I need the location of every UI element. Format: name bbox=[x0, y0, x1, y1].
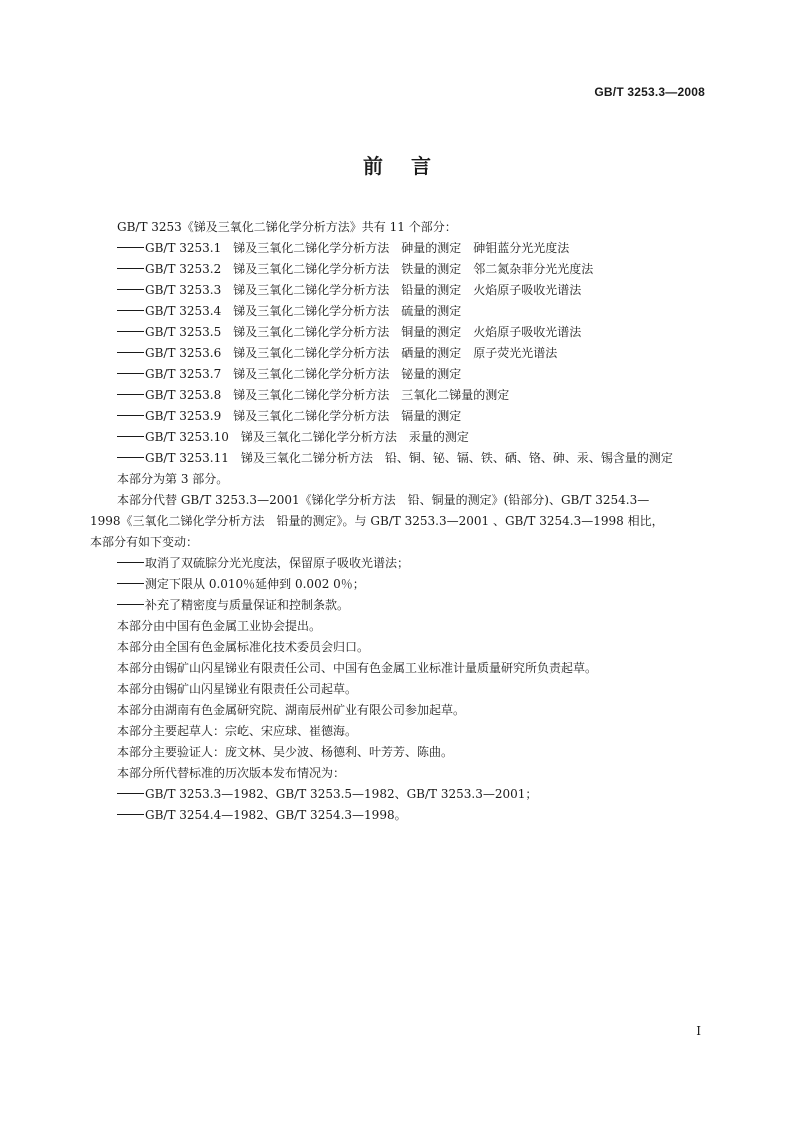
dash-bullet bbox=[117, 457, 144, 458]
drafted-by-statement: 本部分由锡矿山闪星锑业有限责任公司起草。 bbox=[117, 682, 358, 696]
proposer-statement: 本部分由中国有色金属工业协会提出。 bbox=[117, 619, 322, 633]
main-drafters-statement: 本部分主要起草人：宗屹、宋应球、崔德海。 bbox=[117, 724, 358, 738]
list-item-part-1: GB/T 3253.1 锑及三氧化二锑化学分析方法 砷量的测定 砷钼蓝分光光度法 bbox=[117, 238, 709, 259]
participating-drafters-statement: 本部分由湖南有色金属研究院、湖南辰州矿业有限公司参加起草。 bbox=[117, 703, 466, 717]
dash-bullet bbox=[117, 814, 144, 815]
dash-bullet bbox=[117, 373, 144, 374]
parts-intro: GB/T 3253《锑及三氧化二锑化学分析方法》共有 11 个部分： bbox=[117, 220, 457, 234]
history-intro: 本部分所代替标准的历次版本发布情况为： bbox=[117, 766, 346, 780]
dash-bullet bbox=[117, 331, 144, 332]
list-item-part-5: GB/T 3253.5 锑及三氧化二锑化学分析方法 铜量的测定 火焰原子吸收光谱法 bbox=[117, 322, 709, 343]
list-item-part-3: GB/T 3253.3 锑及三氧化二锑化学分析方法 铅量的测定 火焰原子吸收光谱法 bbox=[117, 280, 709, 301]
part-number-statement: 本部分为第 3 部分。 bbox=[117, 472, 229, 486]
list-item-part-2: GB/T 3253.2 锑及三氧化二锑化学分析方法 铁量的测定 邻二氮杂菲分光光度法 bbox=[117, 259, 709, 280]
page-number: I bbox=[696, 1024, 701, 1038]
dash-bullet bbox=[117, 583, 144, 584]
dash-bullet bbox=[117, 436, 144, 437]
list-item-part-8: GB/T 3253.8 锑及三氧化二锑化学分析方法 三氧化二锑量的测定 bbox=[117, 385, 709, 406]
dash-bullet bbox=[117, 415, 144, 416]
change-item-2: 测定下限从 0.010％延伸到 0.002 0％； bbox=[117, 574, 709, 595]
dash-bullet bbox=[117, 247, 144, 248]
replacement-statement-line-1: 本部分代替 GB/T 3253.3—2001《锑化学分析方法 铅、铜量的测定》(铅部分)、GB/T 3254.3— bbox=[117, 493, 650, 507]
change-item-1: 取消了双硫腙分光光度法，保留原子吸收光谱法； bbox=[117, 553, 709, 574]
dash-bullet bbox=[117, 394, 144, 395]
history-item-2: GB/T 3254.4—1982、GB/T 3254.3—1998。 bbox=[117, 805, 709, 826]
dash-bullet bbox=[117, 352, 144, 353]
responsible-drafter-statement: 本部分由锡矿山闪星锑业有限责任公司、中国有色金属工业标准计量质量研究所负责起草。 bbox=[117, 661, 598, 675]
list-item-part-6: GB/T 3253.6 锑及三氧化二锑化学分析方法 硒量的测定 原子荧光光谱法 bbox=[117, 343, 709, 364]
change-item-3: 补充了精密度与质量保证和控制条款。 bbox=[117, 595, 709, 616]
main-verifiers-statement: 本部分主要验证人：庞文林、吴少波、杨德利、叶芳芳、陈曲。 bbox=[117, 745, 454, 759]
list-item-part-10: GB/T 3253.10 锑及三氧化二锑化学分析方法 汞量的测定 bbox=[117, 427, 709, 448]
dash-bullet bbox=[117, 793, 144, 794]
standard-code: GB/T 3253.3—2008 bbox=[594, 85, 705, 99]
list-item-part-11: GB/T 3253.11 锑及三氧化二锑分析方法 铅、铜、铋、镉、铁、硒、铬、砷、汞、锡含量的测定 bbox=[117, 448, 709, 469]
dash-bullet bbox=[117, 268, 144, 269]
replacement-statement-line-2: 1998《三氧化二锑化学分析方法 铅量的测定》。与 GB/T 3253.3—2001 、GB/T 3254.3—1998 相比， bbox=[90, 514, 664, 528]
dash-bullet bbox=[117, 604, 144, 605]
list-item-part-7: GB/T 3253.7 锑及三氧化二锑化学分析方法 铋量的测定 bbox=[117, 364, 709, 385]
replacement-statement-line-3: 本部分有如下变动： bbox=[90, 535, 199, 549]
dash-bullet bbox=[117, 289, 144, 290]
list-item-part-4: GB/T 3253.4 锑及三氧化二锑化学分析方法 硫量的测定 bbox=[117, 301, 709, 322]
dash-bullet bbox=[117, 310, 144, 311]
history-item-1: GB/T 3253.3—1982、GB/T 3253.5—1982、GB/T 3253.3—2001； bbox=[117, 784, 709, 805]
page-title: 前言 bbox=[363, 154, 459, 178]
foreword-body bbox=[90, 217, 709, 826]
centralized-by-statement: 本部分由全国有色金属标准化技术委员会归口。 bbox=[117, 640, 370, 654]
dash-bullet bbox=[117, 562, 144, 563]
list-item-part-9: GB/T 3253.9 锑及三氧化二锑化学分析方法 镉量的测定 bbox=[117, 406, 709, 427]
